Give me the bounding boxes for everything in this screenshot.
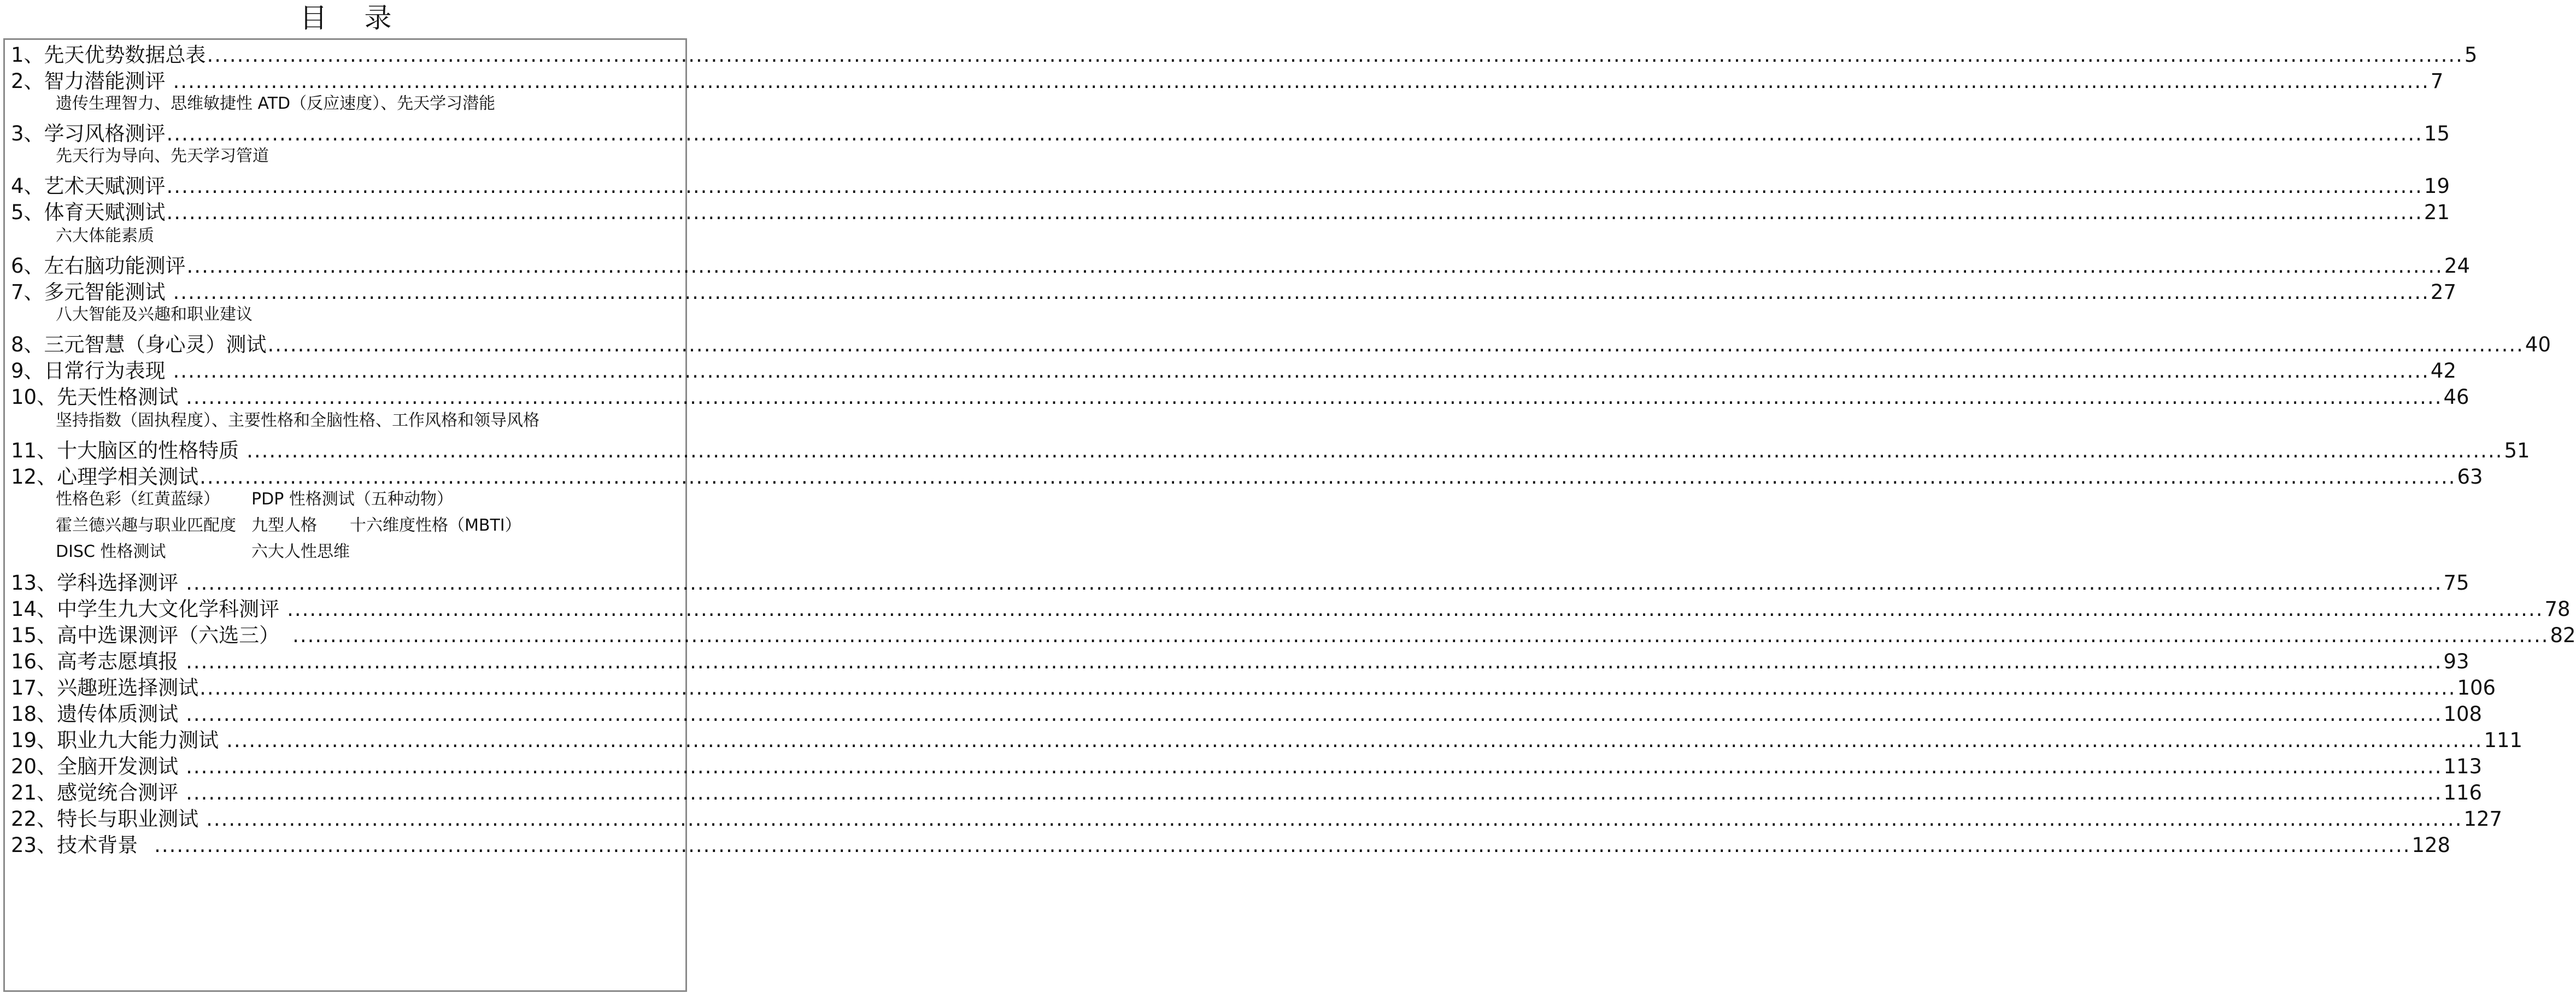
toc-entry-label: 12、心理学相关测试: [11, 465, 199, 489]
leader-dots: ............................................................................................................................................................................................................................................................................................................: [247, 439, 2503, 462]
toc-entry-page: 40: [2525, 333, 2551, 356]
toc-entry-page: 7: [2430, 69, 2444, 93]
toc-entry[interactable]: [11, 592, 2571, 622]
leader-dots: ............................................................................................................................................................................................................................................................................................................: [292, 624, 2549, 647]
toc-entry-page: 63: [2457, 465, 2483, 489]
toc-entry-page: 21: [2424, 201, 2450, 224]
leader-dots: ............................................................................................................................................................................................................................................................................................................: [173, 69, 2430, 93]
toc-entry[interactable]: [11, 697, 2483, 727]
leader-dots: ............................................................................................................................................................................................................................................................................................................: [226, 728, 2483, 752]
toc-entry-label: 8、三元智慧（身心灵）测试: [11, 333, 267, 356]
toc-entry[interactable]: [11, 802, 2503, 832]
toc-entry-page: 51: [2504, 439, 2530, 462]
toc-entry-page: 113: [2443, 755, 2483, 778]
toc-subtopic: 十六维度性格（MBTI）: [350, 516, 521, 535]
toc-entry-page: 19: [2424, 174, 2450, 198]
toc-entry[interactable]: [11, 169, 2450, 199]
toc-entry-page: 42: [2430, 359, 2457, 383]
leader-dots: ............................................................................................................................................................................................................................................................................................................: [199, 465, 2456, 489]
toc-entry[interactable]: [11, 275, 2457, 305]
toc-entry-label: 21、感觉统合测评: [11, 781, 179, 804]
toc-subtopic: 九型人格: [251, 516, 317, 535]
toc-subtopic: 八大智能及兴趣和职业建议: [56, 305, 253, 324]
toc-entry-page: 46: [2443, 385, 2469, 409]
toc-entry-label: 16、高考志愿填报: [11, 650, 179, 673]
toc-entry[interactable]: [11, 776, 2483, 806]
toc-entry-label: 7、多元智能测试: [11, 280, 166, 304]
toc-entry[interactable]: [11, 196, 2450, 225]
toc-entry-label: 15、高中选课测评（六选三）: [11, 624, 280, 647]
toc-entry[interactable]: [11, 38, 2478, 68]
page-title: 目 录: [300, 2, 406, 34]
leader-dots: ............................................................................................................................................................................................................................................................................................................: [186, 755, 2443, 778]
toc-entry-label: 14、中学生九大文化学科测评: [11, 597, 280, 621]
toc-entry-label: 1、先天优势数据总表: [11, 43, 206, 67]
leader-dots: ............................................................................................................................................................................................................................................................................................................: [173, 280, 2430, 304]
toc-entry-label: 9、日常行为表现: [11, 359, 166, 383]
toc-entry-label: 2、智力潜能测评: [11, 69, 166, 93]
leader-dots: ............................................................................................................................................................................................................................................................................................................: [199, 676, 2456, 700]
toc-entry[interactable]: [11, 249, 2471, 279]
toc-entry-label: 17、兴趣班选择测试: [11, 676, 199, 700]
toc-entry-page: 93: [2443, 650, 2469, 673]
toc-entry-label: 23、技术背景: [11, 833, 138, 857]
toc-entry-page: 75: [2443, 571, 2469, 595]
toc-subtopic: DISC 性格测试: [56, 542, 166, 561]
leader-dots: ............................................................................................................................................................................................................................................................................................................: [186, 254, 2443, 278]
toc-entry-label: 22、特长与职业测试: [11, 807, 199, 831]
toc-entry-page: 24: [2444, 254, 2471, 278]
leader-dots: ............................................................................................................................................................................................................................................................................................................: [166, 122, 2423, 145]
leader-dots: ............................................................................................................................................................................................................................................................................................................: [186, 702, 2443, 726]
leader-dots: ............................................................................................................................................................................................................................................................................................................: [166, 201, 2423, 224]
leader-dots: ............................................................................................................................................................................................................................................................................................................: [173, 359, 2430, 383]
toc-entry[interactable]: [11, 645, 2469, 674]
leader-dots: ............................................................................................................................................................................................................................................................................................................: [186, 781, 2443, 804]
leader-dots: ............................................................................................................................................................................................................................................................................................................: [186, 385, 2443, 409]
toc-subtopic: 先天行为导向、先天学习管道: [56, 146, 269, 166]
toc-subtopic: 遗传生理智力、思维敏捷性 ATD（反应速度）、先天学习潜能: [56, 94, 496, 113]
toc-entry-page: 78: [2544, 597, 2571, 621]
toc-entry[interactable]: [11, 354, 2457, 384]
toc-entry[interactable]: [11, 750, 2483, 779]
toc-entry-label: 10、先天性格测试: [11, 385, 179, 409]
toc-entry-label: 19、职业九大能力测试: [11, 728, 219, 752]
leader-dots: ............................................................................................................................................................................................................................................................................................................: [287, 597, 2544, 621]
toc-entry[interactable]: [11, 328, 2551, 357]
toc-entry-label: 20、全脑开发测试: [11, 755, 179, 778]
toc-entry-page: 116: [2443, 781, 2483, 804]
leader-dots: ............................................................................................................................................................................................................................................................................................................: [186, 571, 2443, 595]
toc-subtopic: PDP 性格测试（五种动物）: [251, 490, 453, 509]
toc-entry-label: 4、艺术天赋测评: [11, 174, 166, 198]
toc-entry-label: 18、遗传体质测试: [11, 702, 179, 726]
toc-entry[interactable]: [11, 671, 2496, 701]
toc-subtopic: 性格色彩（红黄蓝绿）: [56, 490, 220, 509]
toc-entry-page: 27: [2430, 280, 2457, 304]
leader-dots: ............................................................................................................................................................................................................................................................................................................: [186, 650, 2443, 673]
toc-entry[interactable]: [11, 829, 2451, 858]
toc-entry-page: 106: [2457, 676, 2496, 700]
toc-entry-page: 15: [2424, 122, 2450, 145]
leader-dots: ............................................................................................................................................................................................................................................................................................................: [206, 807, 2463, 831]
toc-subtopic: 霍兰德兴趣与职业匹配度: [56, 516, 236, 535]
leader-dots: ............................................................................................................................................................................................................................................................................................................: [154, 833, 2411, 857]
toc-entry-label: 6、左右脑功能测评: [11, 254, 186, 278]
toc-entry[interactable]: [11, 434, 2530, 463]
toc-subtopic: 六大人性思维: [251, 542, 350, 561]
toc-entry-label: 5、体育天赋测试: [11, 201, 166, 224]
leader-dots: ............................................................................................................................................................................................................................................................................................................: [166, 174, 2423, 198]
toc-entry[interactable]: [11, 460, 2483, 490]
toc-entry-page: 111: [2484, 728, 2523, 752]
toc-entry-label: 11、十大脑区的性格特质: [11, 439, 239, 462]
toc-entry[interactable]: [11, 380, 2469, 410]
toc-entry-page: 82: [2550, 624, 2576, 647]
toc-entry[interactable]: [11, 117, 2450, 146]
leader-dots: ............................................................................................................................................................................................................................................................................................................: [207, 43, 2463, 67]
toc-subtopic: 六大体能素质: [56, 226, 154, 245]
toc-entry[interactable]: [11, 619, 2576, 648]
toc-subtopic: 坚持指数（固执程度）、主要性格和全脑性格、工作风格和领导风格: [56, 411, 539, 430]
toc-entry-page: 5: [2464, 43, 2478, 67]
toc-entry[interactable]: [11, 724, 2523, 753]
leader-dots: ............................................................................................................................................................................................................................................................................................................: [267, 333, 2524, 356]
toc-entry-page: 128: [2411, 833, 2451, 857]
toc-entry-page: 127: [2463, 807, 2503, 831]
toc-entry-page: 108: [2443, 702, 2483, 726]
toc-entry-label: 13、学科选择测评: [11, 571, 179, 595]
toc-entry[interactable]: [11, 64, 2444, 94]
toc-entry-label: 3、学习风格测评: [11, 122, 166, 145]
toc-entry[interactable]: [11, 566, 2469, 596]
